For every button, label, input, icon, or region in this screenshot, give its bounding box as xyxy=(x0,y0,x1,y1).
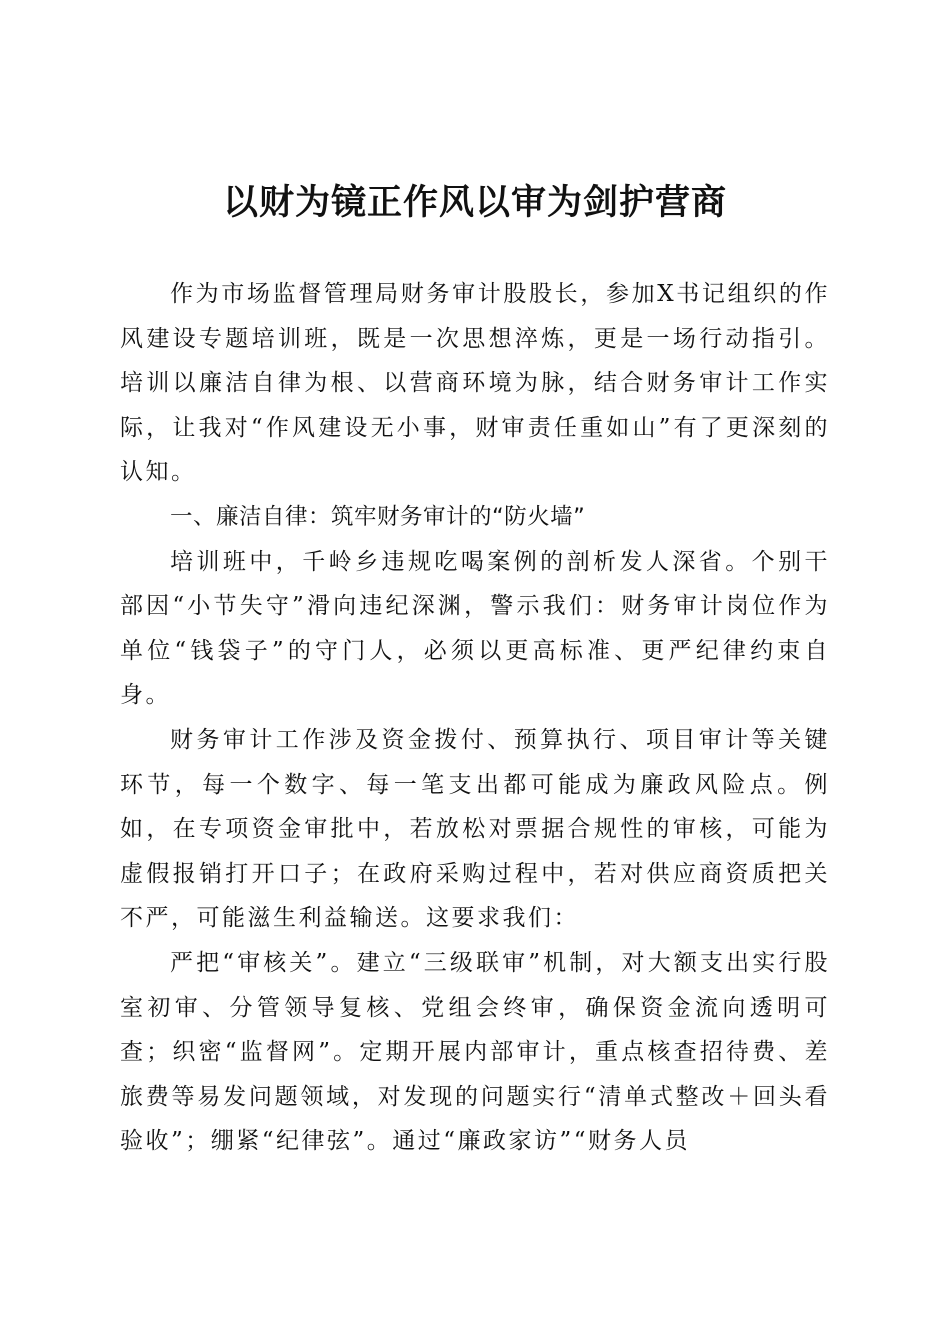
body-paragraph-2: 财务审计工作涉及资金拨付、预算执行、项目审计等关键环节，每一个数字、每一笔支出都可能成为廉政风险点。例如，在专项资金审批中，若放松对票据合规性的审核，可能为虚假报销打开口子；在政府采购过程中，若对供应商资质把关不严，可能滋生利益输送。这要求我们： xyxy=(120,726,830,932)
body-paragraph-3: 严把“审核关”。建立“三级联审”机制，对大额支出实行股室初审、分管领导复核、党组会终审，确保资金流向透明可查；织密“监督网”。定期开展内部审计，重点核查招待费、差旅费等易发问题领域，对发现的问题实行“清单式整改＋回头看验收”；绷紧“纪律弦”。通过“廉政家访”“财务人员 xyxy=(120,949,830,1155)
body-paragraph-1: 培训班中，千岭乡违规吃喝案例的剖析发人深省。个别干部因“小节失守”滑向违纪深渊，警示我们：财务审计岗位作为单位“钱袋子”的守门人，必须以更高标准、更严纪律约束自身。 xyxy=(120,548,830,709)
section-heading-1: 一、廉洁自律：筑牢财务审计的“防火墙” xyxy=(170,503,586,530)
intro-paragraph: 作为市场监督管理局财务审计股股长，参加X书记组织的作风建设专题培训班，既是一次思想淬炼，更是一场行动指引。培训以廉洁自律为根、以营商环境为脉，结合财务审计工作实际，让我对“作风建设无小事，财审责任重如山”有了更深刻的认知。 xyxy=(120,281,830,486)
document-body xyxy=(120,272,830,1164)
document-title: 以财为镜正作风以审为剑护营商 xyxy=(222,182,727,223)
